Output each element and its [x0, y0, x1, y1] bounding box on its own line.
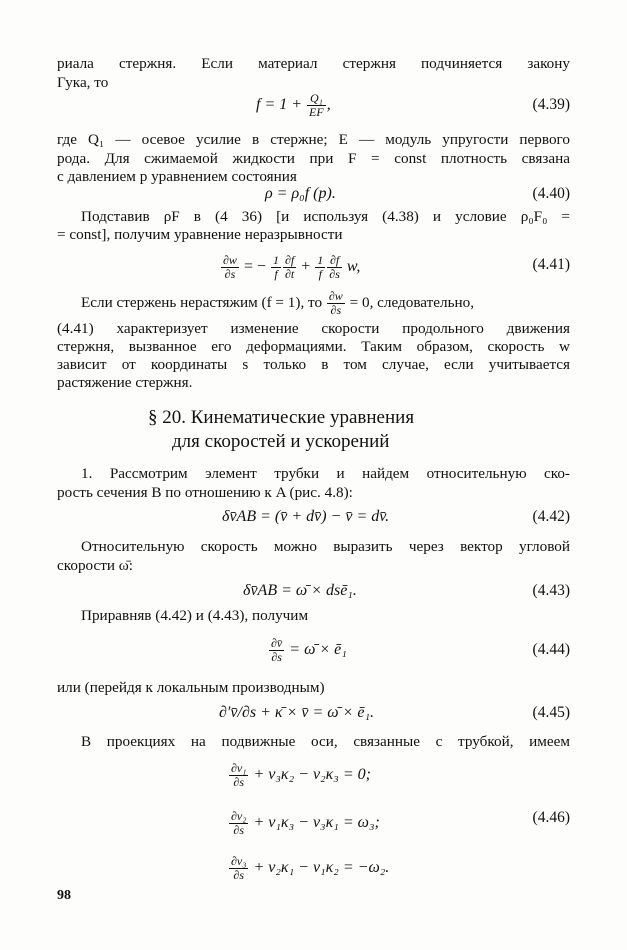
- equation-number: (4.41): [532, 256, 570, 273]
- equation-4-46-row-2: $\frac{\text{∂v₂}}{\partial s}$ + v₁κ₃ − v₃κ₁ = ω₃;: [231, 809, 380, 837]
- equation-number: (4.46): [532, 809, 570, 826]
- equation-4-39: f = 1 + $\frac{\text{Q₁}}{EF}$ ,: [256, 91, 331, 119]
- text-line: или (перейдя к локальным производным): [57, 679, 325, 696]
- equation-number: (4.45): [532, 704, 570, 721]
- equation-4-42: δv̄AB = (v̄ + dv̄) − v̄ = dv̄.: [222, 508, 390, 525]
- equation-4-41: $\frac{\partial w}{\partial s}$ = − $\frac{1}{f}$ $\frac{\partial f}{\partial t}$ + $\frac{1}{f}$ $\frac{\partial f}{\partial s}$ w,: [223, 253, 361, 281]
- text-line: Гука, то: [57, 74, 109, 91]
- equation-4-40: ρ = ρ₀f (p).: [265, 185, 336, 202]
- text-line: В проекциях на подвижные оси, связанные с трубкой, имеем: [81, 733, 570, 750]
- page-number: 98: [57, 888, 71, 903]
- text-line: Подставив ρF в (4 36) [и используя (4.38) и условие ρ₀F₀ =: [81, 208, 570, 225]
- equation-4-44: $\frac{\partial v̄}{\partial s}$ = ω̄ × ē₁: [271, 636, 347, 664]
- text-line: зависит от координаты s только в том случае, если учитывается: [57, 356, 570, 373]
- equation-4-46-row-1: $\frac{\text{∂v₁}}{\partial s}$ + v₃κ₂ − v₂κ₃ = 0;: [231, 761, 371, 789]
- text-line: где Q₁ — осевое усилие в стержне; E — модуль упругости первого: [57, 131, 570, 148]
- equation-4-45: ∂′v̄/∂s + κ̄ × v̄ = ω̄ × ē₁.: [219, 704, 375, 721]
- text-line: риала стержня. Если материал стержня подчиняется закону: [57, 55, 570, 72]
- text-line: Относительную скорость можно выразить через вектор угловой: [81, 538, 570, 555]
- text-line: = const], получим уравнение неразрывности: [57, 226, 343, 243]
- text-line: рода. Для сжимаемой жидкости при F = const плотность связана: [57, 150, 570, 167]
- equation-number: (4.40): [532, 185, 570, 202]
- section-subtitle: для скоростей и ускорений: [172, 431, 390, 452]
- text-line: Приравняв (4.42) и (4.43), получим: [81, 607, 309, 624]
- text-line: 1. Рассмотрим элемент трубки и найдем относительную ско-: [81, 465, 570, 482]
- section-title: § 20. Кинематические уравнения: [148, 407, 415, 428]
- text-line: растяжение стержня.: [57, 374, 193, 391]
- equation-number: (4.44): [532, 641, 570, 658]
- equation-4-43: δv̄AB = ω̄ × dsē₁.: [243, 582, 357, 599]
- text-line: стержня, вызванное его деформациями. Таким образом, скорость w: [57, 338, 570, 355]
- equation-4-46-row-3: $\frac{\text{∂v₃}}{\partial s}$ + v₂κ₁ − v₁κ₂ = −ω₂.: [231, 854, 390, 882]
- text-line: Если стержень нерастяжим (f = 1), то $\frac{\partial w}{\partial s}$ = 0, следовательно,: [81, 289, 475, 317]
- equation-number: (4.43): [532, 582, 570, 599]
- equation-number: (4.42): [532, 508, 570, 525]
- text-line: (4.41) характеризует изменение скорости продольного движения: [57, 320, 570, 337]
- text-line: с давлением p уравнением состояния: [57, 168, 297, 185]
- text-line: скорости ω̄:: [57, 557, 134, 574]
- equation-number: (4.39): [532, 96, 570, 113]
- text-line: рость сечения B по отношению к A (рис. 4.8):: [57, 484, 353, 501]
